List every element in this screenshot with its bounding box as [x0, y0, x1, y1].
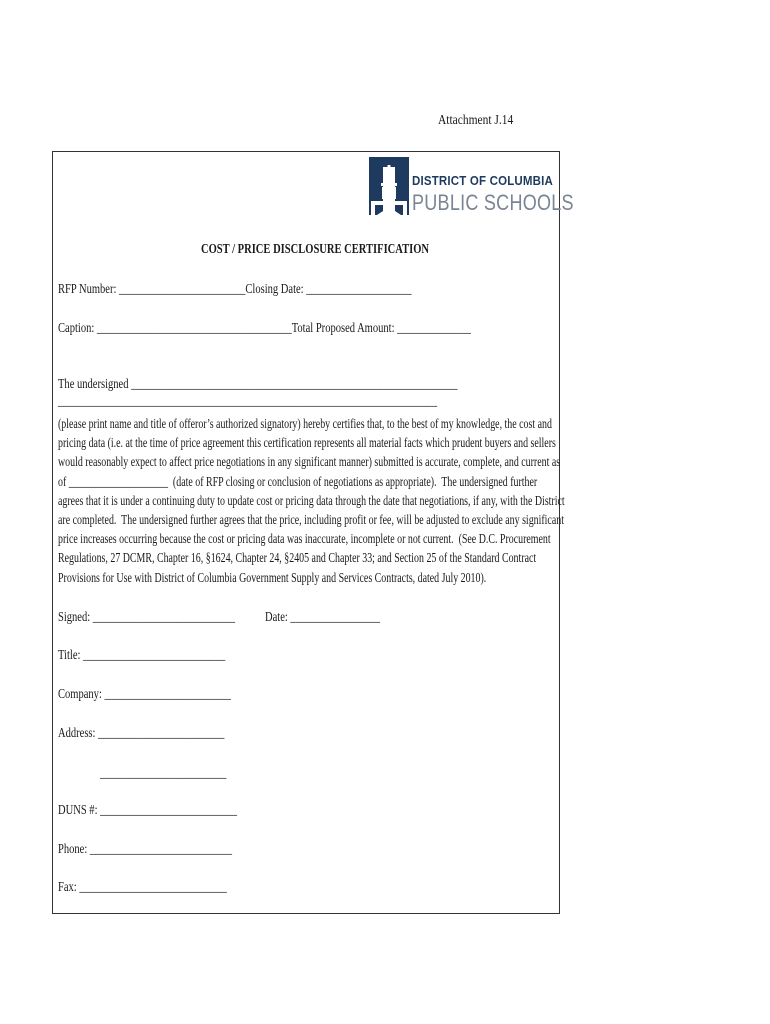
rfp-closing-line[interactable]: RFP Number: ________________________Closing Date: ____________________: [58, 281, 412, 296]
undersigned-blank-line[interactable]: ________________________________________________________________________: [58, 393, 438, 408]
certification-form: [52, 151, 574, 914]
duns-field[interactable]: DUNS #: __________________________: [58, 802, 238, 817]
logo-schools-text: PUBLIC SCHOOLS: [412, 190, 574, 215]
signed-field[interactable]: Signed: ___________________________: [58, 609, 235, 624]
undersigned-line[interactable]: The undersigned ______________________________________________________________: [58, 376, 458, 391]
date-field[interactable]: Date: _________________: [265, 609, 380, 624]
form-title: COST / PRICE DISCLOSURE CERTIFICATION: [201, 241, 430, 256]
caption-amount-line[interactable]: Caption: _____________________________________Total Proposed Amount: ______________: [58, 320, 471, 335]
company-field[interactable]: Company: ________________________: [58, 686, 231, 701]
dcps-logo: [369, 157, 574, 215]
logo-district-text: DISTRICT OF COLUMBIA: [412, 174, 554, 188]
attachment-label: Attachment J.14: [438, 113, 514, 128]
address-line-2-field[interactable]: ________________________: [100, 765, 227, 780]
phone-field[interactable]: Phone: ___________________________: [58, 841, 233, 856]
fax-field[interactable]: Fax: ____________________________: [58, 879, 227, 894]
capitol-dome-icon: [369, 157, 409, 215]
certification-paragraph: (please print name and title of offeror’s authorized signatory) hereby certifies that, to the best of my knowledge, the cost and pricing data (i.e. at the time of price agreement this certification represents all material facts which prudent buyers and sellers would reasonably expect to affect price negotiations in any significant manner) submitted is accurate, complete, and current as of ____________________ (date of RFP closing or conclusion of negotiations as appropriate). The undersigned further agrees that it is under a continuing duty to update cost or pricing data through the date that negotiations, if any, with the District are completed. The undersigned further agrees that the price, including profit or fee, will be adjusted to exclude any significant price increases occurring because the cost or pricing data was inaccurate, incomplete or not current. (See D.C. Procurement Regulations, 27 DCMR, Chapter 16, §1624, Chapter 24, §2405 and Chapter 33; and Section 25 of the Standard Contract Provisions for Use with District of Columbia Government Supply and Services Contracts, dated July 2010).: [58, 416, 565, 585]
title-field[interactable]: Title: ___________________________: [58, 647, 226, 662]
address-field[interactable]: Address: ________________________: [58, 725, 225, 740]
